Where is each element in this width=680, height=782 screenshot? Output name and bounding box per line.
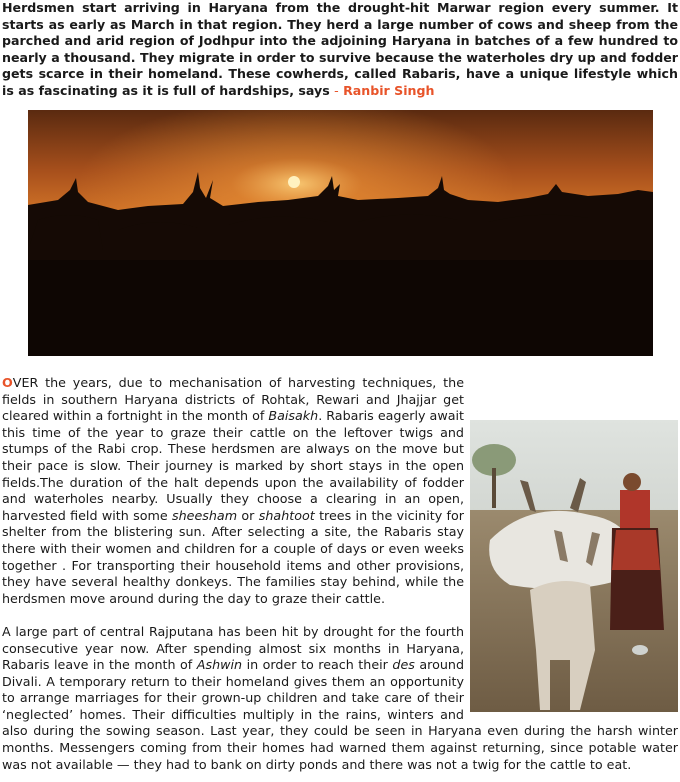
p2-text-2: in order to reach their [242, 657, 393, 673]
hero-photo-cattle-sunset [28, 110, 653, 356]
byline-separator: - [334, 82, 339, 98]
p2-text-3: around Divali. A temporary return to their homeland gives them an opportunity to arrange marriages for their grown-up children and take care of their ‘neglected’ homes. Their difficulties multiply in the rains, winters and also during the sowing season. Last year, they could be seen in Haryana even during the harsh winter months. Messengers coming from their homes had warned them against returning, since potable water was not available — they had to bank on dirty ponds and there was not a twig for the cattle to eat. [2, 657, 678, 772]
p1-em-sheesham: sheesham [172, 507, 238, 523]
p2-text-1: A large part of central Rajputana has been hit by drought for the fourth consecutive year now. After spending almost six months in Haryana, Rabaris leave in the month of [2, 623, 464, 673]
p1-text-4: trees in the vicinity for shelter from the blistering sun. After selecting a site, the Rabaris stay there with their women and children for a couple of days or even weeks together . For transporting their household items and other provisions, they have several healthy donkeys. The families stay behind, while the herdsmen move around during the day to graze their cattle. [2, 507, 465, 606]
article-body [2, 375, 678, 773]
p1-text-3: or [237, 507, 259, 523]
p1-em-baisakh: Baisakh [268, 408, 319, 424]
side-photo-rabari-woman-cattle [470, 420, 678, 712]
intro-text: Herdsmen start arriving in Haryana from the drought-hit Marwar region every summer. It starts as early as March in that region. They herd a large number of cows and sheep from the parched and arid region of Jodhpur into the adjoining Haryana in batches of a few hundred to nearly a thousand. They migrate in order to survive because the waterholes dry up and fodder gets scarce in their homeland. These cowherds, called Rabaris, have a unique lifestyle which is as fascinating as it is full of hardships, says [2, 0, 678, 98]
author-name: Ranbir Singh [343, 82, 435, 98]
dropcap-letter: O [2, 375, 13, 390]
intro-paragraph [2, 0, 678, 100]
p1-em-shahtoot: shahtoot [258, 507, 315, 523]
p1-text-2: . Rabaris eagerly await this time of the year to graze their cattle on the leftover twigs and stumps of the Rabi crop. These herdsmen are always on the move but their pace is slow. Their journey is marked by short stays in the open fields.The duration of the halt depends upon the availability of fodder and waterholes nearby. Usually they choose a clearing in an open, harvested field with some [2, 408, 464, 523]
p1-text-1: VER the years, due to mechanisation of harvesting techniques, the fields in southern Haryana districts of Rohtak, Rewari and Jhajjar get cleared within a fortnight in the month of [2, 375, 464, 424]
p2-em-ashwin: Ashwin [196, 657, 243, 673]
p2-em-des: des [392, 657, 415, 673]
